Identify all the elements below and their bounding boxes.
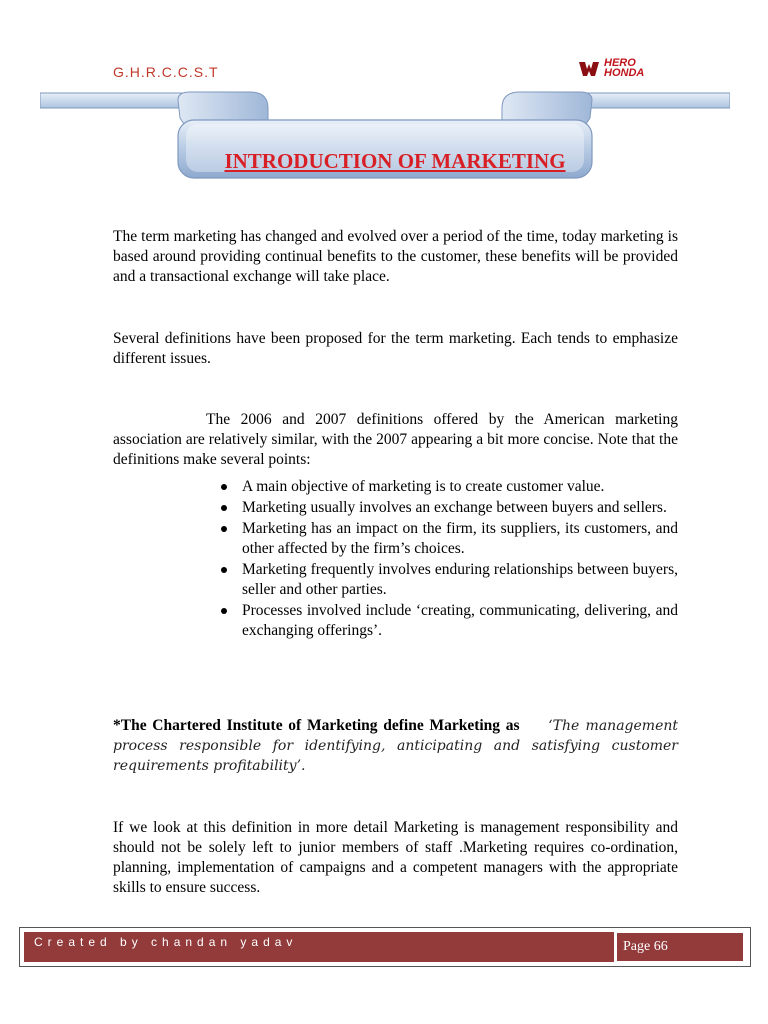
footer-credit: Created by chandan yadav: [34, 935, 298, 949]
list-item: Processes involved include ‘creating, communicating, delivering, and exchanging offerings’.: [218, 601, 678, 641]
paragraph-1: The term marketing has changed and evolved over a period of the time, today marketing is based around providing continual benefits to the customer, these benefits will be provided and a transactional exchange will take place.: [113, 227, 678, 285]
footer-credit-bar: [24, 932, 614, 962]
wing-logo-icon: [578, 60, 600, 78]
list-item: A main objective of marketing is to create customer value.: [218, 477, 678, 497]
cim-definition-quote: ‘The management process responsible for identifying, anticipating and satisfying customer requirements profitability’.: [113, 717, 678, 774]
list-item: Marketing frequently involves enduring relationships between buyers, seller and other parties.: [218, 560, 678, 600]
list-item: Marketing has an impact on the firm, its suppliers, its customers, and other affected by the firm’s choices.: [218, 519, 678, 559]
paragraph-5: If we look at this definition in more detail Marketing is management responsibility and should not be solely left to junior members of staff .Marketing requires co-ordination, planning, implementation of campaigns and a competent managers with the appropriate skills to ensure success.: [113, 818, 678, 896]
paragraph-4: [113, 716, 678, 776]
list-item: Marketing usually involves an exchange between buyers and sellers.: [218, 498, 678, 518]
footer-page-box: [616, 932, 744, 962]
logo-line2: HONDA: [604, 67, 645, 79]
logo-line1: HERO: [604, 57, 636, 69]
page-footer: [19, 927, 751, 967]
hero-honda-logo: [578, 58, 678, 82]
definition-points-list: [218, 477, 678, 642]
header-org: G.H.R.C.C.S.T: [113, 64, 219, 80]
paragraph-2: Several definitions have been proposed for the term marketing. Each tends to emphasize different issues.: [113, 329, 678, 367]
paragraph-3-text: The 2006 and 2007 definitions offered by the American marketing association are relatively similar, with the 2007 appearing a bit more concise. Note that the definitions make several points:: [113, 410, 678, 468]
cim-definition-lead: *The Chartered Institute of Marketing define Marketing as: [113, 716, 520, 734]
logo-text: [604, 58, 644, 78]
page-number: Page 66: [623, 939, 668, 954]
paragraph-3: [113, 410, 678, 470]
page-title: INTRODUCTION OF MARKETING: [224, 149, 566, 173]
